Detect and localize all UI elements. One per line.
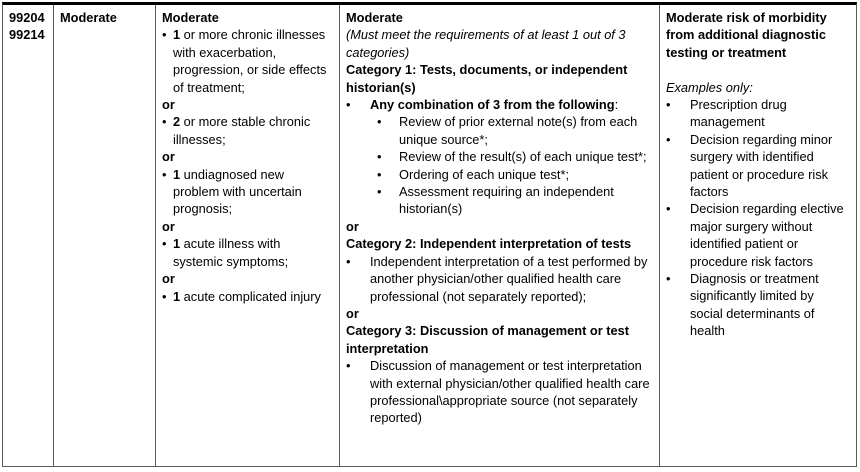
bullet-text: 2 or more stable chronic illnesses; <box>173 114 311 147</box>
cell-data-complexity <box>340 5 660 466</box>
bullet-icon: • <box>666 271 671 287</box>
bullet-text: Assessment requiring an independent historian(s) <box>399 184 614 217</box>
bullet-item <box>666 131 850 201</box>
bullet-text: 1 acute complicated injury <box>173 288 321 304</box>
heading-text: 99214 <box>9 27 45 43</box>
sub-bullet-item <box>377 183 653 218</box>
heading-text: Category 1: Tests, documents, or independent historian(s) <box>346 62 628 95</box>
bullet-icon: • <box>162 27 167 43</box>
bullet-text: Review of prior external note(s) from each unique source*; <box>399 114 638 147</box>
bullet-item <box>346 96 653 113</box>
bullet-icon: • <box>377 114 382 130</box>
mdm-table-row <box>2 2 857 467</box>
bullet-text: 1 or more chronic illnesses with exacerbation, progression, or side effects of treatment; <box>173 27 327 95</box>
heading-text: Moderate <box>162 10 219 25</box>
bullet-text: Any combination of 3 from the following: <box>370 97 619 113</box>
cell-problems <box>156 5 340 466</box>
spacer <box>666 61 850 78</box>
bullet-item <box>666 270 850 340</box>
bullet-text: Decision regarding elective major surgery without identified patient or procedure risk factors <box>690 201 844 269</box>
bullet-item <box>162 113 333 148</box>
bullet-icon: • <box>162 288 167 304</box>
bullet-text: Prescription drug management <box>690 97 787 130</box>
heading-text: 99204 <box>9 10 45 25</box>
bullet-item <box>346 253 653 305</box>
bullet-icon: • <box>346 97 351 113</box>
bullet-icon: • <box>377 184 382 200</box>
bullet-icon: • <box>162 114 167 130</box>
bullet-icon: • <box>162 236 167 252</box>
bullet-item <box>162 235 333 270</box>
cell-cpt-codes <box>3 5 54 466</box>
or-separator: or <box>162 149 175 165</box>
bullet-icon: • <box>666 201 671 217</box>
heading-text: Moderate risk of morbidity from additional diagnostic testing or treatment <box>666 10 827 60</box>
cell-mdm-level <box>54 5 156 466</box>
bullet-icon: • <box>666 131 671 147</box>
or-separator: or <box>346 218 359 234</box>
bullet-icon: • <box>377 166 382 182</box>
or-separator: or <box>346 305 359 321</box>
bullet-item <box>162 288 333 305</box>
bullet-icon: • <box>666 97 671 113</box>
cell-risk <box>660 5 856 466</box>
sub-bullet-item <box>377 148 653 165</box>
italic-note: (Must meet the requirements of at least 1 out of 3 categories) <box>346 27 626 60</box>
bullet-item <box>346 357 653 427</box>
bullet-item <box>666 200 850 270</box>
or-separator: or <box>162 97 175 113</box>
bullet-item <box>162 166 333 218</box>
or-separator: or <box>162 271 175 287</box>
bullet-icon: • <box>346 253 351 269</box>
bullet-text: Ordering of each unique test*; <box>399 166 570 182</box>
bullet-text: Discussion of management or test interpretation with external physician/other qualified health care professional\appropriate source (not separately reported) <box>370 358 650 426</box>
bullet-item <box>162 26 333 96</box>
italic-note: Examples only: <box>666 79 753 95</box>
bullet-icon: • <box>162 166 167 182</box>
bullet-text: 1 acute illness with systemic symptoms; <box>173 236 289 269</box>
or-separator: or <box>162 218 175 234</box>
bullet-text: Independent interpretation of a test performed by another physician/other qualified health care professional (not separately reported); <box>370 253 648 304</box>
sub-bullet-item <box>377 166 653 183</box>
bullet-text: Decision regarding minor surgery with identified patient or procedure risk factors <box>690 131 833 200</box>
heading-text: Moderate <box>60 10 117 25</box>
bullet-text: Diagnosis or treatment significantly limited by social determinants of health <box>690 271 819 339</box>
heading-text: Moderate <box>346 10 403 25</box>
bullet-icon: • <box>377 149 382 165</box>
bullet-item <box>666 96 850 131</box>
sub-bullet-item <box>377 113 653 148</box>
heading-text: Category 2: Independent interpretation of tests <box>346 236 632 252</box>
bullet-text: 1 undiagnosed new problem with uncertain prognosis; <box>173 166 302 217</box>
bullet-text: Review of the result(s) of each unique test*; <box>399 149 647 165</box>
bullet-icon: • <box>346 358 351 374</box>
heading-text: Category 3: Discussion of management or test interpretation <box>346 323 630 356</box>
